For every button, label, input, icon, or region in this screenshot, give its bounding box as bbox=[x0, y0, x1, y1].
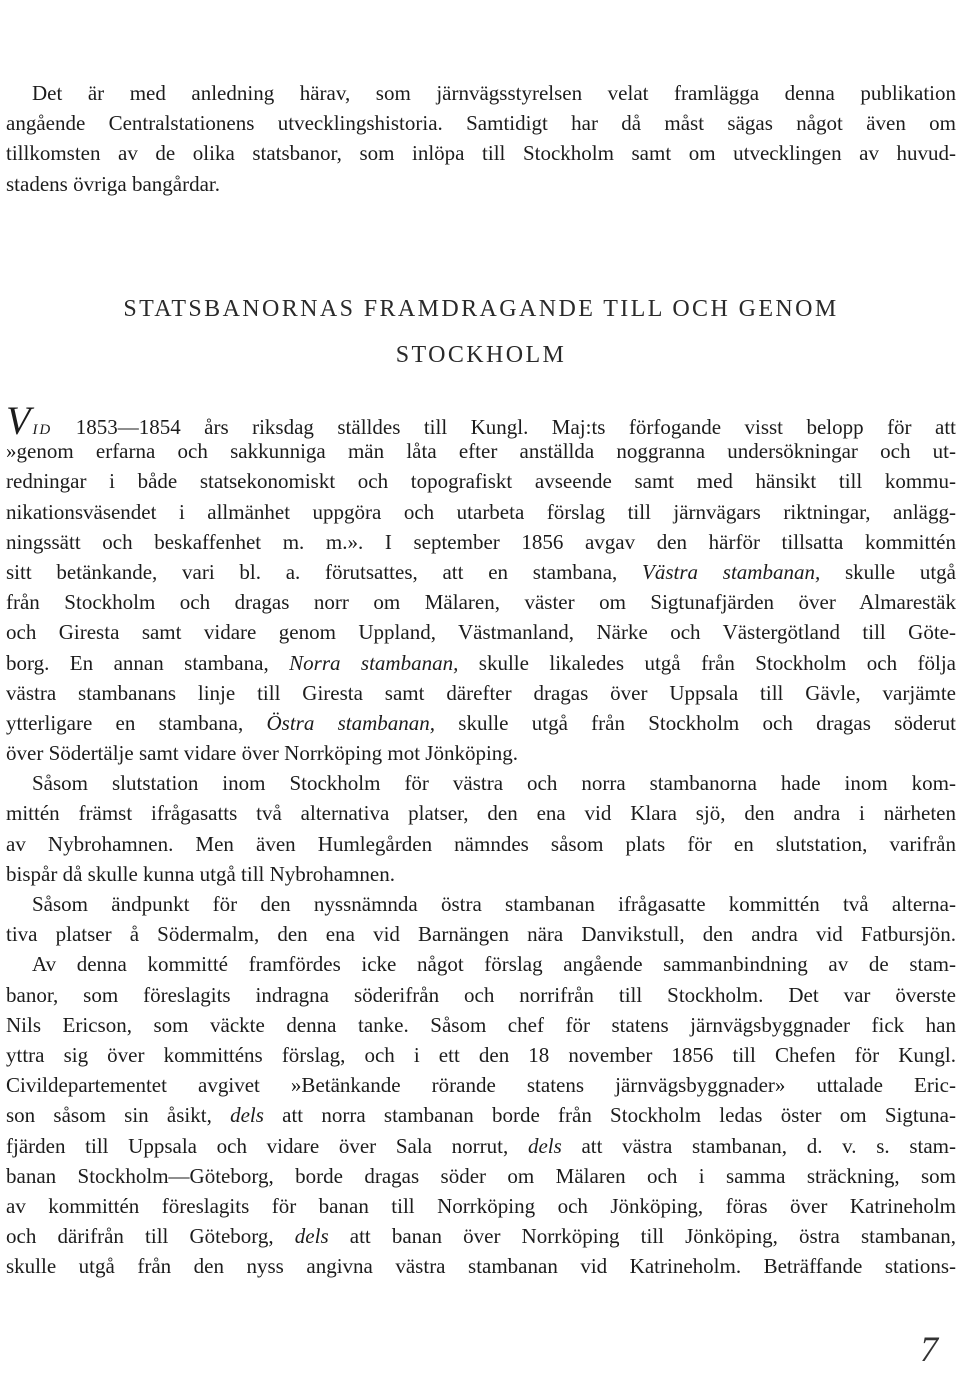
line-text: sitt betänkande, vari bl. a. förutsattes, att en stambana, bbox=[6, 559, 643, 584]
line-text: 1853—1854 års riksdag ställdes till Kungl. Maj:ts förfogande visst belopp för att bbox=[52, 415, 956, 439]
text-line: av kommittén föreslagits för banan till Norrköping och Jönköping, föras över Katrineholm bbox=[6, 1193, 956, 1218]
text-line: tillkomsten av de olika statsbanor, som inlöpa till Stockholm samt om utvecklingen av huvud- bbox=[6, 141, 956, 166]
text-line: och Giresta samt vidare genom Uppland, Västmanland, Närke och Västergötland till Göte- bbox=[6, 620, 956, 645]
text-line bbox=[6, 648, 956, 678]
text-line: tiva platser å Södermalm, den ena vid Barnängen nära Danvikstull, den andra vid Fatbursjön. bbox=[6, 922, 956, 947]
text-line: Av denna kommitté framfördes icke något förslag angående sammanbindning av de stam- bbox=[32, 952, 956, 977]
text-line: angående Centralstationens utvecklingshistoria. Samtidigt har då måst sägas något även om bbox=[6, 111, 956, 136]
text-line: västra stambanans linje till Giresta samt därefter dragas över Uppsala till Gävle, varjämte bbox=[6, 680, 956, 705]
section-heading: STATSBANORNAS FRAMDRAGANDE TILL OCH GENOM bbox=[123, 296, 839, 322]
text-line bbox=[6, 1131, 956, 1161]
text-line: av Nybrohamnen. Men även Humlegården nämndes såsom plats för en slutstation, varifrån bbox=[6, 831, 956, 856]
text-line: nikationsväsendet i allmänhet uppgöra och utarbeta förslag till järnvägars riktningar, anlägg- bbox=[6, 499, 956, 524]
text-line: »genom erfarna och sakkunniga män låta efter anställda noggranna undersökningar och ut- bbox=[6, 439, 956, 464]
text-line: banor, som föreslagits indragna söderifrån och norrifrån till Stockholm. Det var överste bbox=[6, 982, 956, 1007]
line-text: att norra stambanan borde från Stockholm ledas öster om Sigtuna- bbox=[263, 1103, 956, 1128]
emphasis-text: Västra stambanan, bbox=[642, 559, 821, 584]
text-line: Såsom slutstation inom Stockholm för västra och norra stambanorna hade inom kom- bbox=[32, 771, 956, 796]
section-heading-continued: STOCKHOLM bbox=[395, 342, 567, 368]
text-line-first bbox=[6, 398, 956, 443]
text-line: redningar i både statsekonomiskt och topografiskt avseende samt med hänsikt till kommu- bbox=[6, 469, 956, 494]
emphasis-text: dels bbox=[230, 1103, 264, 1128]
text-line: bispår då skulle kunna utgå till Nybrohamnen. bbox=[6, 861, 396, 886]
line-text: skulle likaledes utgå från Stockholm och följa bbox=[458, 650, 956, 675]
text-line: över Södertälje samt vidare över Norrköping mot Jönköping. bbox=[6, 741, 519, 766]
text-line: Nils Ericson, som väckte denna tanke. Såsom chef för statens järnvägsbyggnader fick han bbox=[6, 1012, 956, 1037]
text-line bbox=[6, 708, 956, 738]
line-text: skulle utgå bbox=[820, 559, 957, 584]
line-text: ytterligare en stambana, bbox=[6, 710, 267, 735]
text-line: skulle utgå från den nyss angivna västra stambanan vid Katrineholm. Beträffande stations- bbox=[6, 1254, 956, 1279]
line-text: fjärden till Uppsala och vidare över Sala norrut, bbox=[6, 1133, 528, 1158]
text-line: Det är med anledning härav, som järnvägsstyrelsen velat framlägga denna publikation bbox=[32, 81, 956, 105]
emphasis-text: Norra stambanan, bbox=[289, 650, 459, 675]
text-line: yttra sig över kommitténs förslag, och i ett den 18 november 1856 till Chefen för Kungl. bbox=[6, 1042, 956, 1067]
line-text: son såsom sin åsikt, bbox=[6, 1103, 231, 1128]
drop-cap: V bbox=[6, 398, 31, 443]
line-text: att banan över Norrköping till Jönköping, östra stambanan, bbox=[328, 1224, 956, 1249]
intro-paragraph bbox=[6, 78, 956, 199]
small-caps-word: ID bbox=[32, 422, 53, 438]
text-line: ningssätt och beskaffenhet m. m.». I september 1856 avgav den härför tillsatta kommittén bbox=[6, 529, 956, 554]
text-line bbox=[6, 557, 956, 587]
text-line: från Stockholm och dragas norr om Mälaren, väster om Sigtunafjärden över Almarestäk bbox=[6, 590, 956, 615]
text-line: Såsom ändpunkt för den nyssnämnda östra stambanan ifrågasatte kommittén två alterna- bbox=[32, 892, 956, 916]
body-text bbox=[6, 398, 957, 1281]
emphasis-text: dels bbox=[294, 1224, 329, 1249]
line-text: och därifrån till Göteborg, bbox=[6, 1224, 295, 1249]
text-line: Civildepartementet avgivet »Betänkande rörande statens järnvägsbyggnader» uttalade Eric- bbox=[6, 1073, 956, 1098]
text-line: mittén främst ifrågasatts två alternativa platser, den ena vid Klara sjö, den andra i närheten bbox=[6, 801, 956, 826]
line-text: att västra stambanan, d. v. s. stam- bbox=[561, 1133, 956, 1158]
line-text: borg. En annan stambana, bbox=[6, 650, 290, 675]
emphasis-text: dels bbox=[527, 1133, 562, 1158]
emphasis-text: Östra stambanan, bbox=[266, 710, 436, 735]
text-line: banan Stockholm—Göteborg, borde dragas söder om Mälaren och i samma sträckning, som bbox=[6, 1163, 956, 1188]
page-number: 7 bbox=[920, 1329, 938, 1369]
line-text: skulle utgå från Stockholm och dragas söderut bbox=[435, 710, 956, 735]
text-line bbox=[6, 1100, 956, 1130]
text-line: stadens övriga bangårdar. bbox=[6, 171, 221, 196]
text-line bbox=[6, 1221, 956, 1251]
